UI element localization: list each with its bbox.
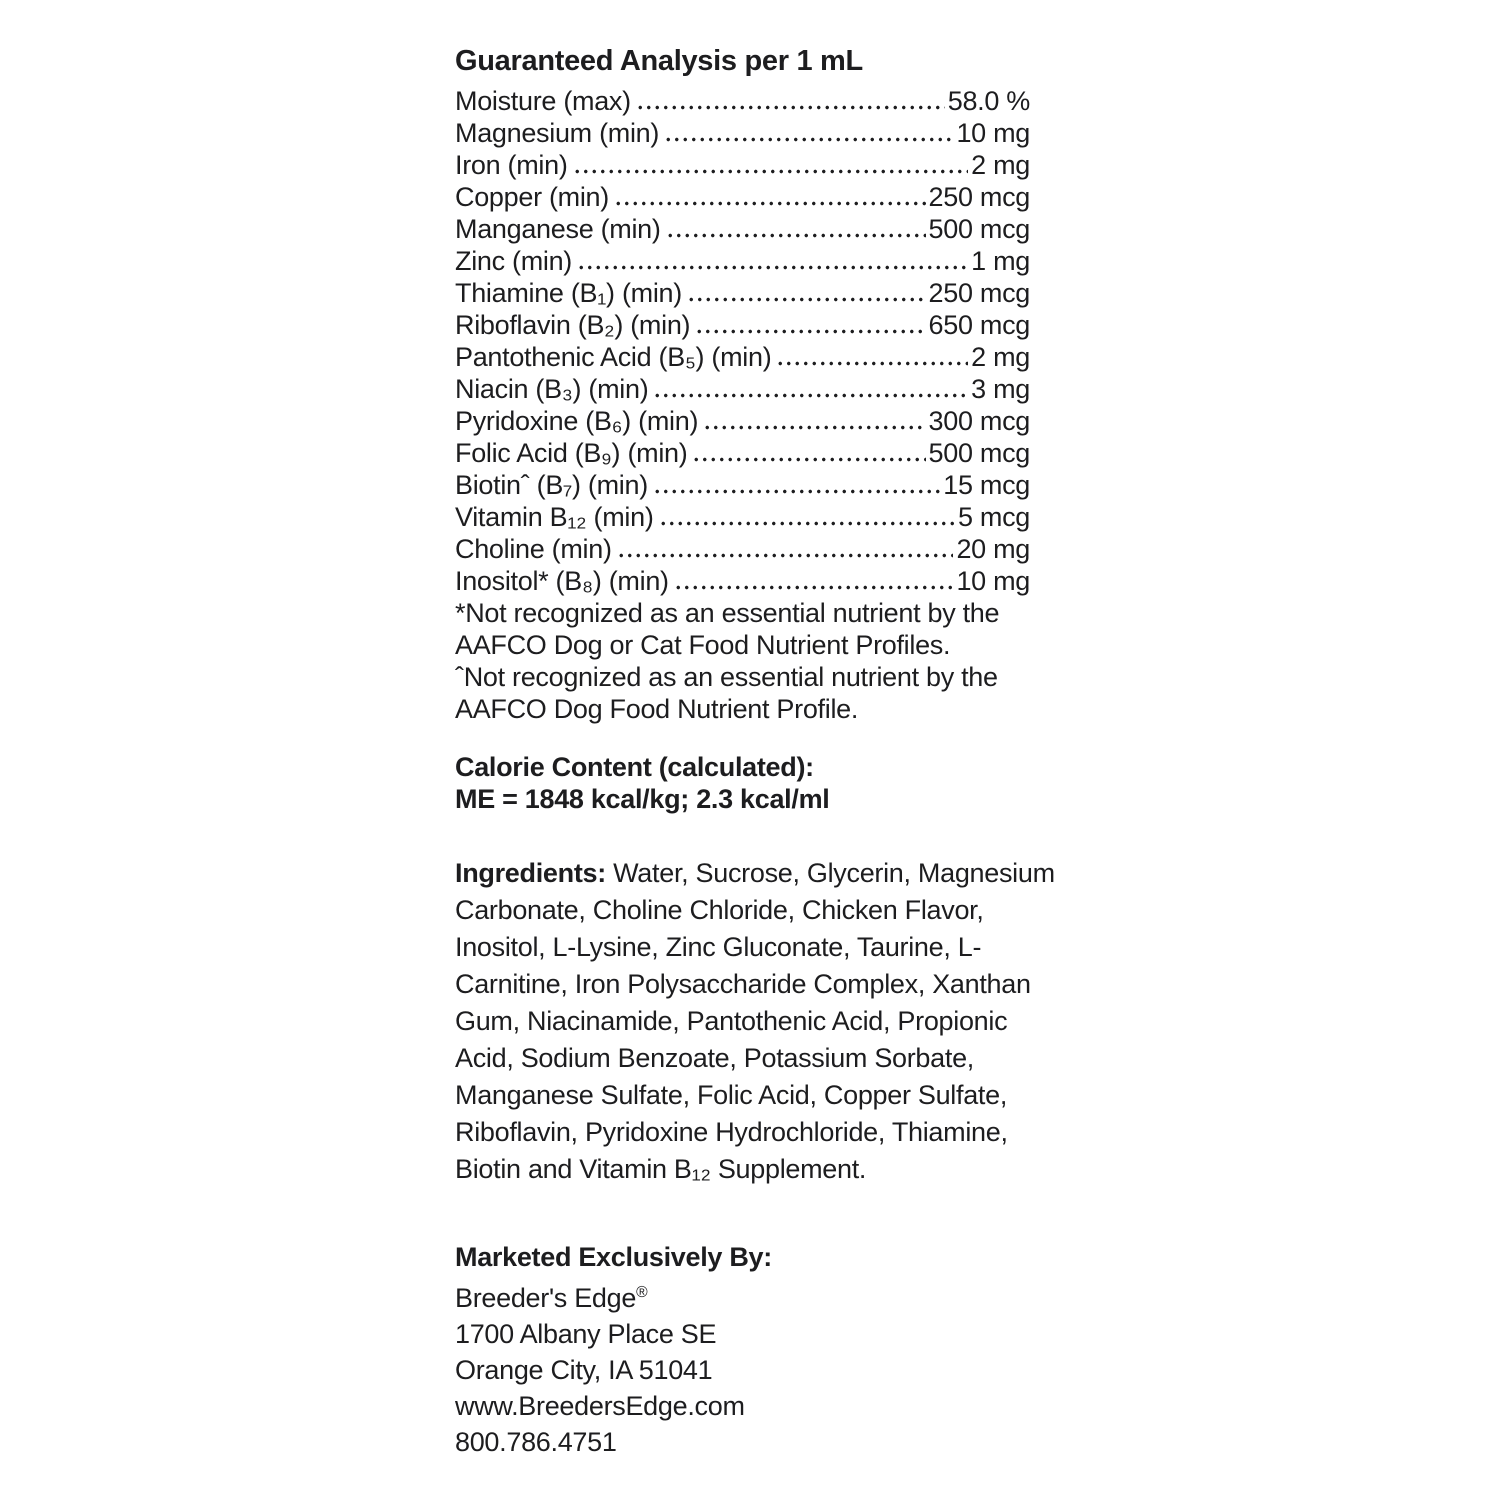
nutrient-value: 15 mcg [943,470,1030,500]
analysis-row [455,469,1030,501]
nutrient-name: Pantothenic Acid (B₅) (min) [455,342,772,372]
nutrient-value: 58.0 % [947,86,1030,116]
analysis-row [455,117,1030,149]
nutrient-name: Moisture (max) [455,86,631,116]
nutrient-name: Vitamin B₁₂ (min) [455,502,654,532]
nutrient-value: 500 mcg [928,438,1030,468]
product-label [455,44,1055,1460]
brand-text: Breeder's Edge [455,1283,637,1313]
analysis-row [455,533,1030,565]
address-city: Orange City, IA 51041 [455,1355,713,1385]
analysis-row [455,565,1030,597]
analysis-row [455,405,1030,437]
analysis-row [455,277,1030,309]
dot-leader [693,309,925,341]
ingredients-text: Water, Sucrose, Glycerin, Magnesium Carbonate, Choline Chloride, Chicken Flavor, Inositol, L-Lysine, Zinc Gluconate, Taurine, L-Carnitine, Iron Polysaccharide Complex, Xanthan Gum, Niacinamide, Pantothenic Acid, Propionic Acid, Sodium Benzoate, Potassium Sorbate, Manganese Sulfate, Folic Acid, Copper Sulfate, Riboflavin, Pyridoxine Hydrochloride, Thiamine, Biotin and Vitamin B₁₂ Supplement. [455,858,1055,1184]
dot-leader [575,245,968,277]
nutrient-name: Pyridoxine (B₆) (min) [455,406,699,436]
nutrient-name: Thiamine (B₁) (min) [455,278,682,308]
dot-leader [685,277,926,309]
nutrient-value: 5 mcg [957,502,1030,532]
dot-leader [664,213,926,245]
analysis-row [455,501,1030,533]
website-url: www.BreedersEdge.com [455,1391,745,1421]
nutrient-value: 10 mg [956,566,1030,596]
guaranteed-analysis-title: Guaranteed Analysis per 1 mL [455,45,863,77]
nutrient-value: 10 mg [956,118,1030,148]
calorie-content-value: ME = 1848 kcal/kg; 2.3 kcal/ml [455,784,830,814]
analysis-row [455,85,1030,117]
marketed-by-heading: Marketed Exclusively By: [455,1242,772,1272]
analysis-row [455,245,1030,277]
registered-trademark-symbol: ® [636,1284,648,1301]
dot-leader [701,405,925,437]
nutrient-name: Copper (min) [455,182,609,212]
analysis-row [455,373,1030,405]
nutrient-value: 1 mg [971,246,1030,276]
analysis-row [455,437,1030,469]
dot-leader [651,373,968,405]
nutrient-value: 250 mcg [928,182,1030,212]
dot-leader [662,117,953,149]
footnote-caret: ˆNot recognized as an essential nutrient by the AAFCO Dog Food Nutrient Profile. [455,662,998,724]
nutrient-value: 20 mg [956,534,1030,564]
nutrient-name: Niacin (B₃) (min) [455,374,649,404]
nutrient-value: 500 mcg [928,214,1030,244]
nutrient-name: Riboflavin (B₂) (min) [455,310,691,340]
nutrient-name: Inositol* (B₈) (min) [455,566,669,596]
dot-leader [612,181,926,213]
brand-name [455,1275,1030,1316]
dot-leader [657,501,955,533]
nutrient-value: 2 mg [971,150,1030,180]
nutrient-value: 3 mg [971,374,1030,404]
analysis-row [455,181,1030,213]
dot-leader [672,565,954,597]
nutrient-name: Biotinˆ (B₇) (min) [455,470,648,500]
analysis-row [455,309,1030,341]
marketed-by-block [455,1239,1030,1460]
analysis-row [455,341,1030,373]
address-street: 1700 Albany Place SE [455,1319,717,1349]
nutrient-value: 300 mcg [928,406,1030,436]
ingredients-paragraph [455,855,1069,1188]
analysis-row [455,149,1030,181]
nutrient-value: 650 mcg [928,310,1030,340]
nutrient-value: 250 mcg [928,278,1030,308]
phone-number: 800.786.4751 [455,1427,617,1457]
ingredients-heading: Ingredients: [455,858,606,888]
footnote-asterisk: *Not recognized as an essential nutrient by the AAFCO Dog or Cat Food Nutrient Profiles. [455,598,1000,660]
nutrient-name: Zinc (min) [455,246,572,276]
nutrient-name: Choline (min) [455,534,612,564]
nutrient-name: Iron (min) [455,150,568,180]
dot-leader [615,533,954,565]
guaranteed-analysis-table [455,85,1030,597]
nutrient-value: 2 mg [971,342,1030,372]
nutrient-name: Magnesium (min) [455,118,660,148]
analysis-row [455,213,1030,245]
calorie-content-heading: Calorie Content (calculated): [455,752,814,782]
dot-leader [690,437,925,469]
dot-leader [571,149,969,181]
dot-leader [774,341,968,373]
nutrient-name: Folic Acid (B₉) (min) [455,438,688,468]
nutrient-name: Manganese (min) [455,214,661,244]
dot-leader [651,469,940,501]
dot-leader [634,85,945,117]
